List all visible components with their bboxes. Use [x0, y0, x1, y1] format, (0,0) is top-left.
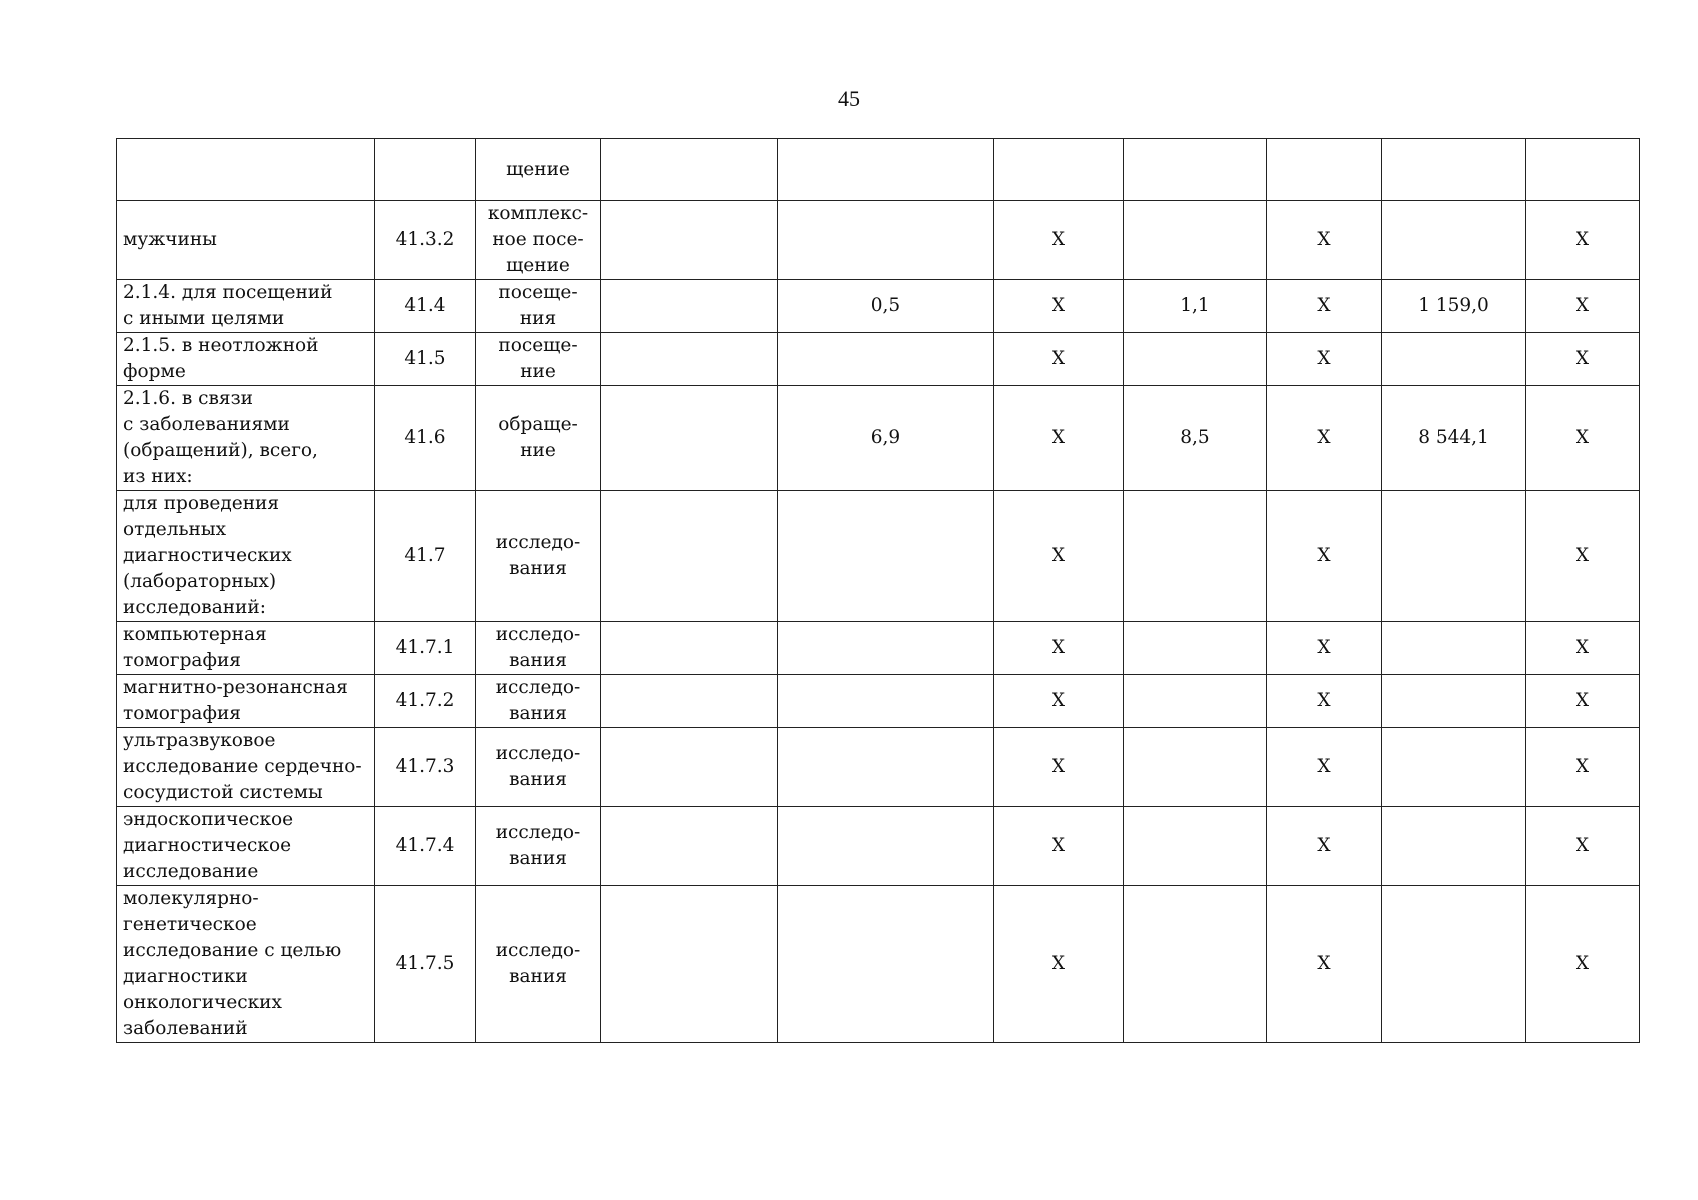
- value-cell: Х: [994, 491, 1124, 622]
- value-cell: [1382, 139, 1526, 201]
- value-cell: Х: [1267, 675, 1382, 728]
- value-cell: Х: [1526, 622, 1640, 675]
- value-cell: [1124, 728, 1267, 807]
- value-cell: Х: [1267, 622, 1382, 675]
- table-row: [117, 139, 1640, 201]
- value-cell: [1124, 491, 1267, 622]
- row-label-cell: компьютерная томография: [117, 622, 375, 675]
- unit-cell: обраще- ние: [476, 386, 601, 491]
- value-cell: [1124, 675, 1267, 728]
- value-cell: [601, 807, 778, 886]
- value-cell: [601, 886, 778, 1043]
- value-cell: [1526, 139, 1640, 201]
- table-row: [117, 886, 1640, 1043]
- value-cell: Х: [1526, 807, 1640, 886]
- table-row: [117, 201, 1640, 280]
- value-cell: Х: [1267, 886, 1382, 1043]
- value-cell: [778, 622, 994, 675]
- value-cell: [601, 491, 778, 622]
- unit-cell: исследо- вания: [476, 622, 601, 675]
- value-cell: [1267, 139, 1382, 201]
- value-cell: 6,9: [778, 386, 994, 491]
- unit-cell: посеще- ния: [476, 280, 601, 333]
- value-cell: Х: [1267, 333, 1382, 386]
- value-cell: [601, 386, 778, 491]
- value-cell: Х: [1526, 728, 1640, 807]
- unit-cell: исследо- вания: [476, 886, 601, 1043]
- row-label-cell: 2.1.6. в связи с заболеваниями (обращений), всего, из них:: [117, 386, 375, 491]
- value-cell: 1,1: [1124, 280, 1267, 333]
- row-label-cell: магнитно-резонансная томография: [117, 675, 375, 728]
- value-cell: Х: [994, 201, 1124, 280]
- row-code-cell: 41.4: [375, 280, 476, 333]
- table-row: [117, 491, 1640, 622]
- table-row: [117, 675, 1640, 728]
- row-code-cell: 41.5: [375, 333, 476, 386]
- value-cell: 0,5: [778, 280, 994, 333]
- row-code-cell: 41.3.2: [375, 201, 476, 280]
- table-row: [117, 386, 1640, 491]
- value-cell: [1124, 139, 1267, 201]
- value-cell: [778, 333, 994, 386]
- value-cell: Х: [1526, 386, 1640, 491]
- row-code-cell: 41.7.3: [375, 728, 476, 807]
- value-cell: Х: [1267, 386, 1382, 491]
- table-body: [117, 139, 1640, 1043]
- value-cell: Х: [994, 886, 1124, 1043]
- value-cell: [778, 886, 994, 1043]
- row-label-cell: 2.1.4. для посещений с иными целями: [117, 280, 375, 333]
- unit-cell: исследо- вания: [476, 807, 601, 886]
- row-code-cell: 41.7.2: [375, 675, 476, 728]
- table-row: [117, 280, 1640, 333]
- value-cell: [601, 139, 778, 201]
- row-label-cell: 2.1.5. в неотложной форме: [117, 333, 375, 386]
- value-cell: [601, 675, 778, 728]
- value-cell: [1382, 201, 1526, 280]
- row-code-cell: 41.7: [375, 491, 476, 622]
- value-cell: [778, 728, 994, 807]
- unit-cell: исследо- вания: [476, 491, 601, 622]
- value-cell: Х: [994, 622, 1124, 675]
- value-cell: [778, 139, 994, 201]
- unit-cell: щение: [476, 139, 601, 201]
- value-cell: [601, 622, 778, 675]
- value-cell: Х: [994, 807, 1124, 886]
- value-cell: [778, 807, 994, 886]
- row-label-cell: эндоскопическое диагностическое исследование: [117, 807, 375, 886]
- unit-cell: исследо- вания: [476, 675, 601, 728]
- value-cell: Х: [1526, 333, 1640, 386]
- value-cell: Х: [1526, 201, 1640, 280]
- value-cell: [601, 333, 778, 386]
- value-cell: [601, 201, 778, 280]
- value-cell: [1124, 622, 1267, 675]
- value-cell: [1124, 886, 1267, 1043]
- value-cell: [1124, 201, 1267, 280]
- value-cell: [1382, 333, 1526, 386]
- value-cell: Х: [994, 280, 1124, 333]
- value-cell: Х: [1267, 728, 1382, 807]
- row-label-cell: для проведения отдельных диагностических (лабораторных) исследований:: [117, 491, 375, 622]
- value-cell: Х: [1267, 280, 1382, 333]
- row-code-cell: 41.6: [375, 386, 476, 491]
- value-cell: Х: [1526, 280, 1640, 333]
- table-row: [117, 807, 1640, 886]
- table-row: [117, 728, 1640, 807]
- row-label-cell: мужчины: [117, 201, 375, 280]
- value-cell: [778, 675, 994, 728]
- row-code-cell: 41.7.4: [375, 807, 476, 886]
- value-cell: 8 544,1: [1382, 386, 1526, 491]
- value-cell: Х: [1526, 675, 1640, 728]
- value-cell: Х: [1526, 491, 1640, 622]
- value-cell: 1 159,0: [1382, 280, 1526, 333]
- value-cell: [601, 728, 778, 807]
- value-cell: Х: [994, 728, 1124, 807]
- row-code-cell: 41.7.5: [375, 886, 476, 1043]
- value-cell: Х: [1267, 807, 1382, 886]
- value-cell: [1382, 807, 1526, 886]
- value-cell: [778, 201, 994, 280]
- value-cell: Х: [1526, 886, 1640, 1043]
- table-row: [117, 622, 1640, 675]
- value-cell: [1382, 675, 1526, 728]
- value-cell: [1382, 491, 1526, 622]
- value-cell: [994, 139, 1124, 201]
- value-cell: [1382, 728, 1526, 807]
- value-cell: 8,5: [1124, 386, 1267, 491]
- value-cell: [1124, 333, 1267, 386]
- row-label-cell: молекулярно- генетическое исследование с целью диагностики онкологических заболеваний: [117, 886, 375, 1043]
- value-cell: [1124, 807, 1267, 886]
- value-cell: [1382, 886, 1526, 1043]
- value-cell: [1382, 622, 1526, 675]
- row-code-cell: [375, 139, 476, 201]
- page-number: 45: [838, 86, 860, 111]
- value-cell: Х: [1267, 491, 1382, 622]
- value-cell: Х: [994, 333, 1124, 386]
- row-label-cell: ультразвуковое исследование сердечно- сосудистой системы: [117, 728, 375, 807]
- value-cell: [778, 491, 994, 622]
- value-cell: Х: [994, 675, 1124, 728]
- row-code-cell: 41.7.1: [375, 622, 476, 675]
- table-row: [117, 333, 1640, 386]
- value-cell: Х: [994, 386, 1124, 491]
- unit-cell: исследо- вания: [476, 728, 601, 807]
- unit-cell: посеще- ние: [476, 333, 601, 386]
- row-label-cell: [117, 139, 375, 201]
- value-cell: Х: [1267, 201, 1382, 280]
- unit-cell: комплекс- ное посе- щение: [476, 201, 601, 280]
- data-table: [116, 138, 1640, 1043]
- value-cell: [601, 280, 778, 333]
